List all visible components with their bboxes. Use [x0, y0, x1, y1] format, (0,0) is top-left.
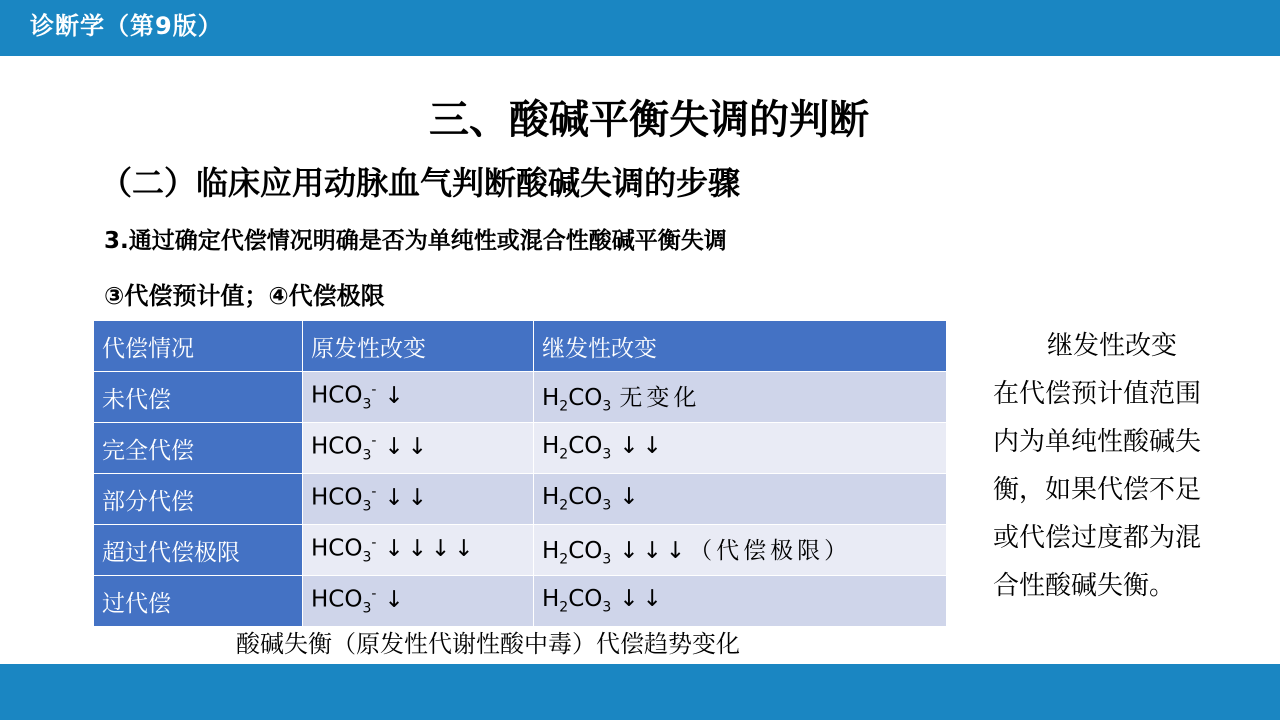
table-caption: 酸碱失衡（原发性代谢性酸中毒）代偿趋势变化: [236, 630, 740, 658]
header-secondary: 继发性改变: [534, 321, 947, 372]
secondary-arrows: ↓↓: [619, 433, 666, 460]
secondary-change: $H_2CO_3$ ↓↓: [534, 576, 947, 627]
row-label: 过代偿: [94, 576, 303, 627]
primary-arrows: ↓↓: [384, 484, 431, 511]
compensation-table: [93, 320, 947, 627]
top-bar: [0, 0, 1280, 56]
primary-change: $HCO_3^-$ ↓: [303, 576, 534, 627]
row-label: 超过代偿极限: [94, 525, 303, 576]
secondary-change: $H_2CO_3$ ↓↓: [534, 423, 947, 474]
slide-subtitle: （二）临床应用动脉血气判断酸碱失调的步骤: [100, 164, 741, 202]
row-label: 未代偿: [94, 372, 303, 423]
step-heading: 3.通过确定代偿情况明确是否为单纯性或混合性酸碱平衡失调: [104, 228, 727, 254]
row-label: 部分代偿: [94, 474, 303, 525]
bottom-bar: [0, 664, 1280, 720]
primary-arrows: ↓↓: [384, 433, 431, 460]
primary-change: $HCO_3^-$ ↓↓: [303, 423, 534, 474]
row-label: 完全代偿: [94, 423, 303, 474]
secondary-change: $H_2CO_3$ ↓: [534, 474, 947, 525]
primary-arrows: ↓: [384, 382, 408, 409]
secondary-change: $H_2CO_3$ 无变化: [534, 372, 947, 423]
table-row: [94, 372, 947, 423]
primary-change: $HCO_3^-$ ↓↓↓↓: [303, 525, 534, 576]
table-header-row: [94, 321, 947, 372]
secondary-arrows: 无变化: [619, 385, 701, 412]
header-primary: 原发性改变: [303, 321, 534, 372]
secondary-arrows: ↓: [619, 484, 643, 511]
header-compensation: 代偿情况: [94, 321, 303, 372]
book-title: 诊断学（第9版）: [30, 12, 223, 40]
secondary-change: $H_2CO_3$ ↓↓↓（代偿极限）: [534, 525, 947, 576]
table-row: [94, 576, 947, 627]
table-row: [94, 474, 947, 525]
table-row: [94, 423, 947, 474]
formula-base: HCO: [311, 382, 363, 409]
secondary-arrows: ↓↓↓（代偿极限）: [619, 538, 852, 565]
side-note-heading: 继发性改变: [1047, 331, 1178, 361]
table-row: [94, 525, 947, 576]
slide-title: 三、酸碱平衡失调的判断: [429, 97, 869, 143]
primary-arrows: ↓↓↓↓: [384, 535, 478, 562]
side-note-body: 在代偿预计值范围内为单纯性酸碱失衡，如果代偿不足或代偿过度都为混合性酸碱失衡。: [993, 379, 1202, 601]
primary-arrows: ↓: [384, 586, 408, 613]
secondary-arrows: ↓↓: [619, 586, 666, 613]
sub-points: ③代偿预计值；④代偿极限: [104, 282, 385, 310]
primary-change: $HCO_3^-$ ↓: [303, 372, 534, 423]
primary-change: $HCO_3^-$ ↓↓: [303, 474, 534, 525]
side-note: [993, 322, 1223, 610]
